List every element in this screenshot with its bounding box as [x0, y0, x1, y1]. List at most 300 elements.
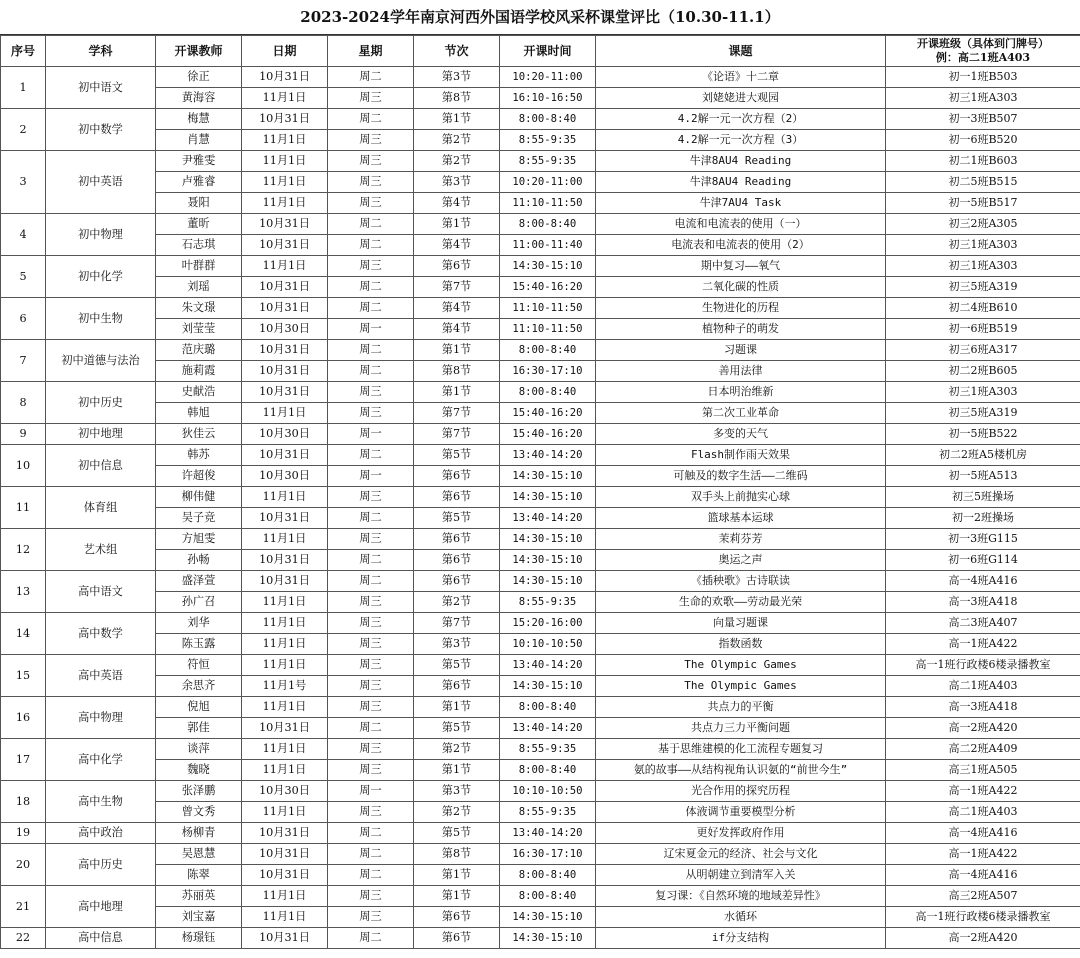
date-cell: 10月31日 — [242, 508, 328, 529]
row-number: 16 — [1, 697, 46, 739]
table-row — [1, 529, 1080, 550]
teacher-cell: 叶群群 — [156, 256, 242, 277]
teacher-cell: 余思齐 — [156, 676, 242, 697]
time-cell: 13:40-14:20 — [500, 508, 596, 529]
period-cell: 第7节 — [414, 403, 500, 424]
subject-cell: 初中数学 — [46, 109, 156, 151]
weekday-cell: 周二 — [328, 235, 414, 256]
weekday-cell: 周三 — [328, 613, 414, 634]
topic-cell: 光合作用的探究历程 — [596, 781, 886, 802]
class-cell: 初二2班A5楼机房 — [886, 445, 1080, 466]
topic-cell: 共点力的平衡 — [596, 697, 886, 718]
class-cell: 高一3班A418 — [886, 592, 1080, 613]
period-cell: 第5节 — [414, 445, 500, 466]
date-cell: 11月1日 — [242, 760, 328, 781]
weekday-cell: 周三 — [328, 655, 414, 676]
date-cell: 10月31日 — [242, 298, 328, 319]
table-row — [1, 781, 1080, 802]
date-cell: 11月1日 — [242, 739, 328, 760]
table-row — [1, 928, 1080, 949]
subject-cell: 初中信息 — [46, 445, 156, 487]
topic-cell: 电流表和电流表的使用（2） — [596, 235, 886, 256]
topic-cell: 生命的欢歌——劳动最光荣 — [596, 592, 886, 613]
weekday-cell: 周二 — [328, 571, 414, 592]
period-cell: 第7节 — [414, 424, 500, 445]
period-cell: 第6节 — [414, 466, 500, 487]
class-cell: 初二5班B515 — [886, 172, 1080, 193]
row-number: 20 — [1, 844, 46, 886]
class-cell: 初一2班操场 — [886, 508, 1080, 529]
date-cell: 10月31日 — [242, 361, 328, 382]
topic-cell: The Olympic Games — [596, 655, 886, 676]
topic-cell: 茉莉芬芳 — [596, 529, 886, 550]
class-cell: 高一2班A420 — [886, 928, 1080, 949]
period-cell: 第2节 — [414, 592, 500, 613]
teacher-cell: 尹雅雯 — [156, 151, 242, 172]
subject-cell: 高中历史 — [46, 844, 156, 886]
date-cell: 10月30日 — [242, 424, 328, 445]
weekday-cell: 周三 — [328, 760, 414, 781]
table-row — [1, 844, 1080, 865]
weekday-cell: 周二 — [328, 718, 414, 739]
weekday-cell: 周三 — [328, 487, 414, 508]
date-cell: 11月1日 — [242, 172, 328, 193]
teacher-cell: 许超俊 — [156, 466, 242, 487]
teacher-cell: 孙广召 — [156, 592, 242, 613]
subject-cell: 初中生物 — [46, 298, 156, 340]
class-cell: 高一4班A416 — [886, 823, 1080, 844]
class-cell: 高一1班A422 — [886, 781, 1080, 802]
date-cell: 11月1日 — [242, 151, 328, 172]
period-cell: 第2节 — [414, 130, 500, 151]
table-row — [1, 760, 1080, 781]
date-cell: 10月31日 — [242, 844, 328, 865]
table-row — [1, 550, 1080, 571]
teacher-cell: 张泽鹏 — [156, 781, 242, 802]
teacher-cell: 魏晓 — [156, 760, 242, 781]
header-period: 节次 — [414, 36, 500, 67]
period-cell: 第6节 — [414, 256, 500, 277]
header-subject: 学科 — [46, 36, 156, 67]
period-cell: 第3节 — [414, 67, 500, 88]
period-cell: 第2节 — [414, 739, 500, 760]
topic-cell: 4.2解一元一次方程（2） — [596, 109, 886, 130]
time-cell: 14:30-15:10 — [500, 466, 596, 487]
date-cell: 10月31日 — [242, 277, 328, 298]
teacher-cell: 朱文璟 — [156, 298, 242, 319]
row-number: 19 — [1, 823, 46, 844]
period-cell: 第8节 — [414, 844, 500, 865]
table-row — [1, 172, 1080, 193]
weekday-cell: 周二 — [328, 214, 414, 235]
table-row — [1, 613, 1080, 634]
header-no: 序号 — [1, 36, 46, 67]
time-cell: 8:00-8:40 — [500, 865, 596, 886]
time-cell: 8:55-9:35 — [500, 802, 596, 823]
time-cell: 13:40-14:20 — [500, 655, 596, 676]
table-row — [1, 445, 1080, 466]
period-cell: 第1节 — [414, 214, 500, 235]
period-cell: 第6节 — [414, 928, 500, 949]
period-cell: 第6节 — [414, 529, 500, 550]
weekday-cell: 周三 — [328, 382, 414, 403]
topic-cell: 奥运之声 — [596, 550, 886, 571]
teacher-cell: 施莉霞 — [156, 361, 242, 382]
table-row — [1, 739, 1080, 760]
weekday-cell: 周二 — [328, 361, 414, 382]
period-cell: 第6节 — [414, 550, 500, 571]
table-row — [1, 235, 1080, 256]
row-number: 2 — [1, 109, 46, 151]
date-cell: 10月31日 — [242, 571, 328, 592]
date-cell: 10月31日 — [242, 67, 328, 88]
topic-cell: 基于思维建模的化工流程专题复习 — [596, 739, 886, 760]
period-cell: 第4节 — [414, 298, 500, 319]
teacher-cell: 刘华 — [156, 613, 242, 634]
time-cell: 15:40-16:20 — [500, 277, 596, 298]
period-cell: 第1节 — [414, 760, 500, 781]
time-cell: 11:10-11:50 — [500, 319, 596, 340]
time-cell: 8:00-8:40 — [500, 886, 596, 907]
teacher-cell: 石志琪 — [156, 235, 242, 256]
period-cell: 第4节 — [414, 235, 500, 256]
table-row — [1, 802, 1080, 823]
header-topic: 课题 — [596, 36, 886, 67]
weekday-cell: 周二 — [328, 298, 414, 319]
subject-cell: 体育组 — [46, 487, 156, 529]
time-cell: 14:30-15:10 — [500, 529, 596, 550]
table-body — [1, 67, 1080, 949]
teacher-cell: 董昕 — [156, 214, 242, 235]
topic-cell: 二氧化碳的性质 — [596, 277, 886, 298]
weekday-cell: 周三 — [328, 193, 414, 214]
topic-cell: 更好发挥政府作用 — [596, 823, 886, 844]
weekday-cell: 周三 — [328, 886, 414, 907]
table-row — [1, 487, 1080, 508]
date-cell: 11月1日 — [242, 193, 328, 214]
teacher-cell: 韩苏 — [156, 445, 242, 466]
weekday-cell: 周二 — [328, 823, 414, 844]
class-cell: 高一4班A416 — [886, 865, 1080, 886]
teacher-cell: 范庆璐 — [156, 340, 242, 361]
weekday-cell: 周三 — [328, 172, 414, 193]
date-cell: 10月31日 — [242, 235, 328, 256]
teacher-cell: 史献浩 — [156, 382, 242, 403]
time-cell: 10:10-10:50 — [500, 781, 596, 802]
teacher-cell: 杨璟钰 — [156, 928, 242, 949]
class-cell: 高三2班A507 — [886, 886, 1080, 907]
row-number: 18 — [1, 781, 46, 823]
teacher-cell: 陈翠 — [156, 865, 242, 886]
row-number: 13 — [1, 571, 46, 613]
table-row — [1, 67, 1080, 88]
weekday-cell: 周二 — [328, 109, 414, 130]
period-cell: 第7节 — [414, 277, 500, 298]
date-cell: 11月1日 — [242, 634, 328, 655]
topic-cell: 复习课：《自然环境的地域差异性》 — [596, 886, 886, 907]
class-cell: 初一6班B520 — [886, 130, 1080, 151]
class-cell: 高一4班A416 — [886, 571, 1080, 592]
topic-cell: 篮球基本运球 — [596, 508, 886, 529]
date-cell: 11月1日 — [242, 592, 328, 613]
teacher-cell: 苏丽英 — [156, 886, 242, 907]
class-cell: 高一1班A422 — [886, 844, 1080, 865]
date-cell: 10月30日 — [242, 781, 328, 802]
row-number: 22 — [1, 928, 46, 949]
period-cell: 第1节 — [414, 697, 500, 718]
header-class — [886, 36, 1080, 67]
topic-cell: 氨的故事——从结构视角认识氨的“前世今生” — [596, 760, 886, 781]
weekday-cell: 周三 — [328, 676, 414, 697]
subject-cell: 初中物理 — [46, 214, 156, 256]
subject-cell: 初中化学 — [46, 256, 156, 298]
topic-cell: Flash制作雨天效果 — [596, 445, 886, 466]
teacher-cell: 方旭雯 — [156, 529, 242, 550]
teacher-cell: 盛泽萱 — [156, 571, 242, 592]
date-cell: 10月30日 — [242, 319, 328, 340]
class-cell: 初三1班A303 — [886, 88, 1080, 109]
class-cell: 初三1班A303 — [886, 256, 1080, 277]
table-row — [1, 823, 1080, 844]
class-cell: 初三2班A305 — [886, 214, 1080, 235]
weekday-cell: 周一 — [328, 781, 414, 802]
date-cell: 11月1日 — [242, 256, 328, 277]
class-cell: 初一3班B507 — [886, 109, 1080, 130]
weekday-cell: 周二 — [328, 865, 414, 886]
row-number: 4 — [1, 214, 46, 256]
row-number: 11 — [1, 487, 46, 529]
teacher-cell: 陈玉露 — [156, 634, 242, 655]
topic-cell: 刘姥姥进大观园 — [596, 88, 886, 109]
date-cell: 10月31日 — [242, 718, 328, 739]
period-cell: 第1节 — [414, 865, 500, 886]
topic-cell: 可触及的数字生活——二维码 — [596, 466, 886, 487]
time-cell: 11:10-11:50 — [500, 193, 596, 214]
row-number: 8 — [1, 382, 46, 424]
class-cell: 高二3班A407 — [886, 613, 1080, 634]
row-number: 17 — [1, 739, 46, 781]
topic-cell: if分支结构 — [596, 928, 886, 949]
teacher-cell: 卢雅睿 — [156, 172, 242, 193]
weekday-cell: 周三 — [328, 907, 414, 928]
header-teacher: 开课教师 — [156, 36, 242, 67]
time-cell: 13:40-14:20 — [500, 718, 596, 739]
table-row — [1, 697, 1080, 718]
teacher-cell: 肖慧 — [156, 130, 242, 151]
weekday-cell: 周三 — [328, 88, 414, 109]
time-cell: 14:30-15:10 — [500, 928, 596, 949]
table-row — [1, 907, 1080, 928]
table-row — [1, 424, 1080, 445]
weekday-cell: 周三 — [328, 634, 414, 655]
row-number: 14 — [1, 613, 46, 655]
page-title: 2023-2024学年南京河西外国语学校风采杯课堂评比（10.30-11.1） — [0, 0, 1080, 35]
table-row — [1, 361, 1080, 382]
date-cell: 10月31日 — [242, 550, 328, 571]
table-row — [1, 886, 1080, 907]
topic-cell: 水循环 — [596, 907, 886, 928]
period-cell: 第4节 — [414, 319, 500, 340]
period-cell: 第1节 — [414, 382, 500, 403]
period-cell: 第3节 — [414, 172, 500, 193]
time-cell: 8:55-9:35 — [500, 151, 596, 172]
class-cell: 高二1班A403 — [886, 676, 1080, 697]
subject-cell: 初中历史 — [46, 382, 156, 424]
period-cell: 第5节 — [414, 718, 500, 739]
time-cell: 8:55-9:35 — [500, 130, 596, 151]
time-cell: 8:00-8:40 — [500, 340, 596, 361]
topic-cell: 生物进化的历程 — [596, 298, 886, 319]
time-cell: 8:00-8:40 — [500, 382, 596, 403]
weekday-cell: 周一 — [328, 424, 414, 445]
date-cell: 11月1日 — [242, 802, 328, 823]
weekday-cell: 周三 — [328, 802, 414, 823]
period-cell: 第5节 — [414, 655, 500, 676]
topic-cell: 善用法律 — [596, 361, 886, 382]
teacher-cell: 刘宝嘉 — [156, 907, 242, 928]
table-row — [1, 277, 1080, 298]
period-cell: 第6节 — [414, 487, 500, 508]
table-row — [1, 592, 1080, 613]
topic-cell: 牛津7AU4 Task — [596, 193, 886, 214]
time-cell: 16:10-16:50 — [500, 88, 596, 109]
class-cell: 初三1班A303 — [886, 235, 1080, 256]
teacher-cell: 狄佳云 — [156, 424, 242, 445]
time-cell: 8:00-8:40 — [500, 214, 596, 235]
table-row — [1, 571, 1080, 592]
date-cell: 10月31日 — [242, 382, 328, 403]
teacher-cell: 梅慧 — [156, 109, 242, 130]
class-cell: 初二4班B610 — [886, 298, 1080, 319]
time-cell: 13:40-14:20 — [500, 823, 596, 844]
time-cell: 10:20-11:00 — [500, 172, 596, 193]
class-cell: 初二2班B605 — [886, 361, 1080, 382]
subject-cell: 高中物理 — [46, 697, 156, 739]
row-number: 5 — [1, 256, 46, 298]
time-cell: 14:30-15:10 — [500, 907, 596, 928]
row-number: 15 — [1, 655, 46, 697]
table-row — [1, 256, 1080, 277]
class-cell: 高一2班A420 — [886, 718, 1080, 739]
table-row — [1, 151, 1080, 172]
weekday-cell: 周三 — [328, 529, 414, 550]
row-number: 10 — [1, 445, 46, 487]
time-cell: 8:55-9:35 — [500, 739, 596, 760]
row-number: 1 — [1, 67, 46, 109]
class-cell: 初一5班A513 — [886, 466, 1080, 487]
time-cell: 8:00-8:40 — [500, 697, 596, 718]
period-cell: 第1节 — [414, 886, 500, 907]
class-cell: 高一1班行政楼6楼录播教室 — [886, 907, 1080, 928]
weekday-cell: 周三 — [328, 151, 414, 172]
class-cell: 高一3班A418 — [886, 697, 1080, 718]
period-cell: 第6节 — [414, 907, 500, 928]
subject-cell: 初中英语 — [46, 151, 156, 214]
subject-cell: 初中地理 — [46, 424, 156, 445]
date-cell: 11月1日 — [242, 403, 328, 424]
time-cell: 15:20-16:00 — [500, 613, 596, 634]
date-cell: 11月1日 — [242, 88, 328, 109]
time-cell: 16:30-17:10 — [500, 361, 596, 382]
row-number: 9 — [1, 424, 46, 445]
date-cell: 10月31日 — [242, 340, 328, 361]
date-cell: 10月31日 — [242, 109, 328, 130]
topic-cell: 向量习题课 — [596, 613, 886, 634]
class-cell: 高一1班A422 — [886, 634, 1080, 655]
time-cell: 14:30-15:10 — [500, 571, 596, 592]
schedule-table — [0, 35, 1080, 949]
teacher-cell: 徐正 — [156, 67, 242, 88]
class-cell: 高一1班行政楼6楼录播教室 — [886, 655, 1080, 676]
weekday-cell: 周二 — [328, 844, 414, 865]
teacher-cell: 符恒 — [156, 655, 242, 676]
weekday-cell: 周一 — [328, 466, 414, 487]
date-cell: 10月31日 — [242, 214, 328, 235]
weekday-cell: 周三 — [328, 130, 414, 151]
class-cell: 初二1班B603 — [886, 151, 1080, 172]
time-cell: 14:30-15:10 — [500, 550, 596, 571]
teacher-cell: 杨柳青 — [156, 823, 242, 844]
table-row — [1, 655, 1080, 676]
date-cell: 11月1日 — [242, 487, 328, 508]
class-cell: 初一5班B517 — [886, 193, 1080, 214]
period-cell: 第7节 — [414, 613, 500, 634]
class-cell: 高二2班A409 — [886, 739, 1080, 760]
date-cell: 10月31日 — [242, 928, 328, 949]
topic-cell: 牛津8AU4 Reading — [596, 172, 886, 193]
table-row — [1, 466, 1080, 487]
time-cell: 11:00-11:40 — [500, 235, 596, 256]
period-cell: 第3节 — [414, 634, 500, 655]
teacher-cell: 韩旭 — [156, 403, 242, 424]
time-cell: 11:10-11:50 — [500, 298, 596, 319]
topic-cell: 《论语》十二章 — [596, 67, 886, 88]
date-cell: 11月1号 — [242, 676, 328, 697]
topic-cell: 体液调节重要模型分析 — [596, 802, 886, 823]
teacher-cell: 吴子竞 — [156, 508, 242, 529]
period-cell: 第3节 — [414, 781, 500, 802]
table-row — [1, 403, 1080, 424]
header-class-line2: 例：高二1班A403 — [935, 51, 1031, 64]
header-date: 日期 — [242, 36, 328, 67]
class-cell: 初三5班操场 — [886, 487, 1080, 508]
date-cell: 11月1日 — [242, 613, 328, 634]
teacher-cell: 聂阳 — [156, 193, 242, 214]
table-row — [1, 214, 1080, 235]
class-cell: 初三5班A319 — [886, 277, 1080, 298]
table-header-row — [1, 36, 1080, 67]
teacher-cell: 吴恩慧 — [156, 844, 242, 865]
teacher-cell: 柳伟健 — [156, 487, 242, 508]
weekday-cell: 周三 — [328, 403, 414, 424]
header-class-line1: 开课班级（具体到门牌号） — [917, 37, 1049, 50]
topic-cell: 习题课 — [596, 340, 886, 361]
table-row — [1, 508, 1080, 529]
date-cell: 10月31日 — [242, 865, 328, 886]
time-cell: 10:20-11:00 — [500, 67, 596, 88]
subject-cell: 初中道德与法治 — [46, 340, 156, 382]
teacher-cell: 刘瑶 — [156, 277, 242, 298]
topic-cell: The Olympic Games — [596, 676, 886, 697]
subject-cell: 高中语文 — [46, 571, 156, 613]
topic-cell: 多变的天气 — [596, 424, 886, 445]
topic-cell: 牛津8AU4 Reading — [596, 151, 886, 172]
weekday-cell: 周二 — [328, 508, 414, 529]
subject-cell: 高中信息 — [46, 928, 156, 949]
topic-cell: 植物种子的萌发 — [596, 319, 886, 340]
weekday-cell: 周一 — [328, 319, 414, 340]
header-weekday: 星期 — [328, 36, 414, 67]
